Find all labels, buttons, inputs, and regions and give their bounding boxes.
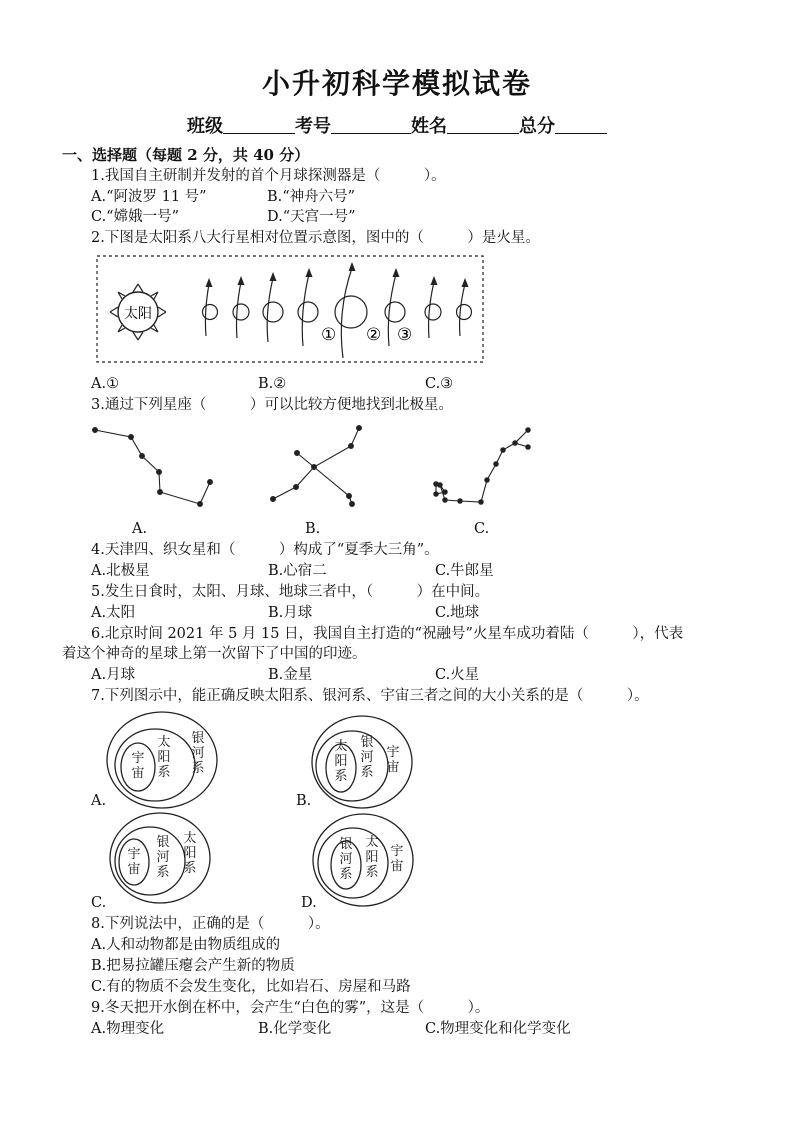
question-6-option-a[interactable]: A.月球 bbox=[91, 667, 136, 683]
question-8-option-c[interactable]: C.有的物质不会发生变化，比如岩石、房屋和马路 bbox=[91, 979, 411, 995]
svg-text:太阳系: 太阳系 bbox=[157, 735, 171, 780]
question-7-option-b[interactable]: B. bbox=[296, 793, 312, 809]
name-label: 姓名 bbox=[411, 116, 447, 137]
mark-3: ③ bbox=[397, 325, 413, 345]
question-1-option-a[interactable]: A.“阿波罗 11 号” bbox=[91, 189, 207, 205]
venn-d-labels bbox=[339, 834, 403, 882]
question-3-option-a[interactable]: A. bbox=[132, 521, 148, 537]
exam-no-label: 考号 bbox=[295, 116, 331, 137]
question-6-option-c[interactable]: C.火星 bbox=[435, 667, 480, 683]
svg-text:宇宙: 宇宙 bbox=[127, 847, 141, 877]
question-8-stem: 8.下列说法中，正确的是（ ）。 bbox=[91, 916, 330, 932]
question-1-option-b[interactable]: B.“神舟六号” bbox=[267, 189, 356, 205]
question-7-option-a[interactable]: A. bbox=[91, 793, 107, 809]
svg-text:太阳系: 太阳系 bbox=[334, 739, 348, 784]
question-4-option-b[interactable]: B.心宿二 bbox=[268, 563, 327, 579]
svg-text:银河系: 银河系 bbox=[360, 735, 374, 780]
question-9-option-c[interactable]: C.物理变化和化学变化 bbox=[425, 1021, 571, 1037]
question-1-option-c[interactable]: C.“嫦娥一号” bbox=[91, 209, 180, 225]
mark-1: ① bbox=[321, 325, 337, 345]
class-label: 班级 bbox=[187, 116, 223, 137]
question-6-stem-line-2: 着这个神奇的星球上第一次留下了中国的印迹。 bbox=[62, 646, 367, 662]
question-7-stem: 7.下列图示中，能正确反映太阳系、银河系、宇宙三者之间的大小关系的是（ ）。 bbox=[91, 688, 649, 704]
question-4-option-a[interactable]: A.北极星 bbox=[91, 563, 150, 579]
question-2-option-c[interactable]: C.③ bbox=[425, 376, 454, 392]
svg-text:银河系: 银河系 bbox=[191, 731, 205, 776]
sun-label: 太阳 bbox=[124, 306, 152, 322]
venn-b-labels bbox=[334, 735, 399, 784]
question-9-option-a[interactable]: A.物理变化 bbox=[91, 1021, 165, 1037]
question-3-stem: 3.通过下列星座（ ）可以比较方便地找到北极星。 bbox=[91, 397, 453, 413]
svg-text:银河系: 银河系 bbox=[156, 835, 170, 880]
question-4-stem: 4.天津四、织女星和（ ）构成了“夏季大三角”。 bbox=[91, 542, 439, 558]
svg-text:宇宙: 宇宙 bbox=[390, 844, 404, 874]
question-2-option-b[interactable]: B.② bbox=[258, 376, 287, 392]
question-3-option-b[interactable]: B. bbox=[305, 521, 321, 537]
mark-2: ② bbox=[366, 325, 382, 345]
svg-text:宇宙: 宇宙 bbox=[131, 751, 145, 781]
question-8-option-a[interactable]: A.人和动物都是由物质组成的 bbox=[91, 937, 281, 953]
question-5-stem: 5.发生日食时，太阳、月球、地球三者中，（ ）在中间。 bbox=[91, 584, 490, 600]
score-label: 总分 bbox=[519, 116, 555, 137]
svg-text:宇宙: 宇宙 bbox=[386, 745, 400, 775]
svg-text:银河系: 银河系 bbox=[339, 837, 353, 882]
page-title: 小升初科学模拟试卷 bbox=[261, 67, 532, 100]
svg-text:太阳系: 太阳系 bbox=[365, 835, 379, 880]
question-7-option-c[interactable]: C. bbox=[91, 895, 107, 911]
question-3-option-c[interactable]: C. bbox=[474, 521, 490, 537]
question-7-option-d[interactable]: D. bbox=[301, 895, 317, 911]
question-6-option-b[interactable]: B.金星 bbox=[268, 667, 313, 683]
venn-c-labels bbox=[127, 830, 196, 880]
venn-a-labels bbox=[131, 731, 204, 781]
svg-text:太阳系: 太阳系 bbox=[183, 831, 197, 876]
section-heading: 一、选择题（每题 2 分，共 40 分） bbox=[62, 146, 310, 164]
question-5-option-b[interactable]: B.月球 bbox=[268, 605, 313, 621]
question-1-stem: 1.我国自主研制并发射的首个月球探测器是（ ）。 bbox=[91, 168, 446, 184]
question-8-option-b[interactable]: B.把易拉罐压瘪会产生新的物质 bbox=[91, 958, 295, 974]
question-5-option-c[interactable]: C.地球 bbox=[435, 605, 480, 621]
question-5-option-a[interactable]: A.太阳 bbox=[91, 605, 136, 621]
question-2-option-a[interactable]: A.① bbox=[91, 376, 120, 392]
question-1-option-d[interactable]: D.“天宫一号” bbox=[267, 209, 356, 225]
question-2-stem: 2.下图是太阳系八大行星相对位置示意图，图中的（ ）是火星。 bbox=[91, 230, 540, 246]
question-6-stem-line-1: 6.北京时间 2021 年 5 月 15 日，我国自主打造的“祝融号”火星车成功着陆（ ），代表 bbox=[91, 626, 684, 642]
question-9-option-b[interactable]: B.化学变化 bbox=[258, 1021, 332, 1037]
question-4-option-c[interactable]: C.牛郎星 bbox=[435, 563, 494, 579]
question-9-stem: 9.冬天把开水倒在杯中，会产生“白色的雾”，这是（ ）。 bbox=[91, 1000, 490, 1016]
